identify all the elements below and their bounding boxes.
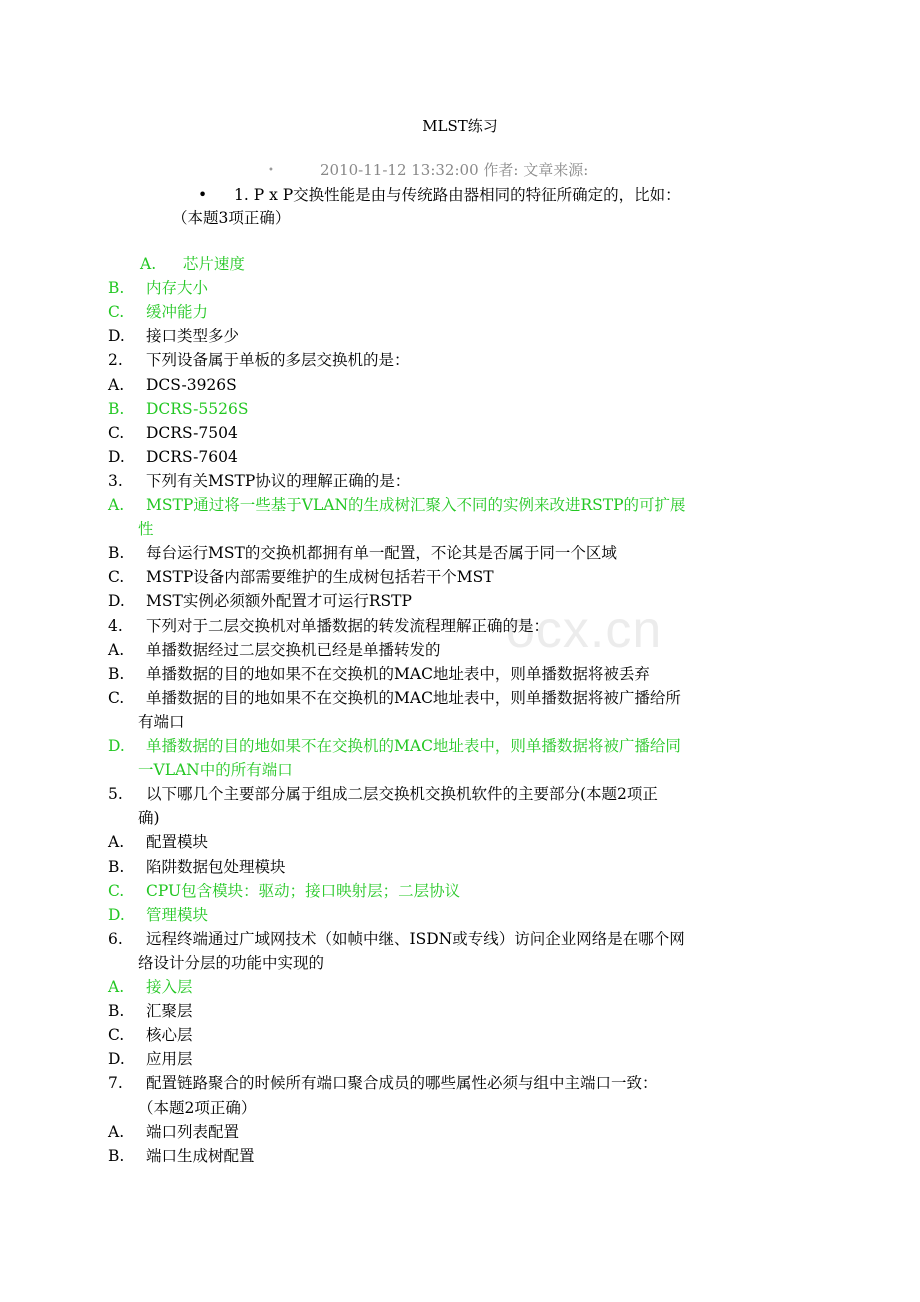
item-text: MSTP通过将一些基于VLAN的生成树汇聚入不同的实例来改进RSTP的可扩展 xyxy=(146,496,686,514)
list-item xyxy=(108,1024,808,1046)
item-label: B. xyxy=(108,1146,125,1165)
item-label: C. xyxy=(108,688,125,707)
list-item xyxy=(108,301,808,323)
item-label: 6. xyxy=(108,929,123,948)
item-text: 以下哪几个主要部分属于组成二层交换机交换机软件的主要部分(本题2项正 xyxy=(146,785,658,804)
list-item xyxy=(108,831,808,853)
list-item xyxy=(108,687,808,709)
question-1-text: 1. P x P交换性能是由与传统路由器相同的特征所确定的，比如： xyxy=(234,186,681,204)
meta-text: 2010-11-12 13:32:00 作者: 文章来源: xyxy=(320,161,589,179)
list-item xyxy=(108,422,808,444)
list-item xyxy=(108,325,808,347)
item-label: A. xyxy=(108,833,125,852)
item-label: C. xyxy=(108,568,125,587)
item-text: 缓冲能力 xyxy=(146,303,209,322)
item-text: 核心层 xyxy=(146,1026,193,1045)
bullet-icon: • xyxy=(268,165,274,176)
item-label: 4. xyxy=(108,616,123,635)
item-text: 管理模块 xyxy=(146,905,209,924)
list-item xyxy=(108,1145,808,1167)
item-text: 下列有关MSTP协议的理解正确的是： xyxy=(146,471,411,490)
list-item xyxy=(108,374,808,396)
post-meta xyxy=(268,160,588,181)
list-item xyxy=(108,1000,808,1022)
item-text: 配置模块 xyxy=(146,833,209,852)
list-item xyxy=(108,277,808,299)
item-label: A. xyxy=(108,978,125,996)
question-1-note: （本题3项正确） xyxy=(172,209,291,227)
list-item xyxy=(108,398,808,420)
item-text: 单播数据的目的地如果不在交换机的MAC地址表中，则单播数据将被丢弃 xyxy=(146,664,650,683)
item-text: 端口列表配置 xyxy=(146,1122,240,1141)
list-item-continuation xyxy=(108,759,808,781)
item-text: DCRS-7604 xyxy=(146,447,238,466)
list-item xyxy=(108,470,808,492)
item-label: A. xyxy=(108,496,125,514)
item-text: 配置链路聚合的时候所有端口聚合成员的哪些属性必须与组中主端口一致： xyxy=(146,1074,658,1093)
item-text: 汇聚层 xyxy=(146,1002,193,1021)
item-text: 远程终端通过广域网技术（如帧中继、ISDN或专线）访问企业网络是在哪个网 xyxy=(146,929,685,948)
item-label: D. xyxy=(108,327,125,346)
item-label: B. xyxy=(108,664,125,683)
item-label: 5. xyxy=(108,785,123,804)
list-item-continuation xyxy=(108,807,808,829)
list-item xyxy=(108,735,808,757)
item-text: CPU包含模块：驱动；接口映射层；二层协议 xyxy=(146,881,461,900)
list-item xyxy=(140,253,840,275)
item-text: DCRS-7504 xyxy=(146,423,238,442)
list-item xyxy=(108,856,808,878)
item-label: A. xyxy=(108,640,125,659)
list-item xyxy=(108,976,808,998)
item-text: 接口类型多少 xyxy=(146,327,240,346)
item-text: 单播数据经过二层交换机已经是单播转发的 xyxy=(146,640,441,659)
item-text: DCRS-5526S xyxy=(146,399,249,418)
item-label: D. xyxy=(108,905,125,924)
item-label: 2. xyxy=(108,351,123,370)
list-item xyxy=(108,542,808,564)
item-text: 确) xyxy=(138,809,160,828)
list-item xyxy=(108,494,808,516)
list-item-continuation xyxy=(108,518,808,540)
item-text: 应用层 xyxy=(146,1050,193,1069)
item-text: MST实例必须额外配置才可运行RSTP xyxy=(146,592,412,611)
list-item xyxy=(108,1121,808,1143)
item-label: B. xyxy=(108,544,125,563)
list-item xyxy=(108,928,808,950)
list-item xyxy=(108,446,808,468)
list-item xyxy=(108,566,808,588)
item-label: C. xyxy=(108,1026,125,1045)
item-label: B. xyxy=(108,857,125,876)
item-text: MSTP设备内部需要维护的生成树包括若干个MST xyxy=(146,568,494,587)
page-title: MLST练习 xyxy=(422,117,498,135)
item-label: C. xyxy=(108,303,125,322)
list-item xyxy=(108,783,808,805)
list-item xyxy=(108,1048,808,1070)
list-item xyxy=(108,639,808,661)
item-text: DCS-3926S xyxy=(146,375,237,394)
item-label: A. xyxy=(140,255,157,273)
item-text: 有端口 xyxy=(138,712,185,731)
item-label: D. xyxy=(108,447,125,466)
item-text: 下列设备属于单板的多层交换机的是： xyxy=(146,351,410,370)
item-label: B. xyxy=(108,1002,125,1021)
item-text: 接入层 xyxy=(146,978,193,996)
watermark: ocx.cn xyxy=(506,601,663,659)
item-text: 性 xyxy=(138,520,154,539)
item-label: A. xyxy=(108,375,125,394)
item-text: （本题2项正确） xyxy=(138,1098,257,1117)
item-label: D. xyxy=(108,737,125,755)
item-label: A. xyxy=(108,1122,125,1141)
list-item-continuation xyxy=(108,711,808,733)
list-item xyxy=(108,904,808,926)
item-label: 3. xyxy=(108,471,123,490)
list-item xyxy=(108,663,808,685)
item-text: 每台运行MST的交换机都拥有单一配置，不论其是否属于同一个区域 xyxy=(146,544,617,563)
item-label: C. xyxy=(108,423,125,442)
item-text: 下列对于二层交换机对单播数据的转发流程理解正确的是： xyxy=(146,616,550,635)
item-text: 陷阱数据包处理模块 xyxy=(146,857,286,876)
item-text: 络设计分层的功能中实现的 xyxy=(138,953,325,972)
list-item-continuation xyxy=(108,952,808,974)
list-item xyxy=(108,349,808,371)
item-text: 端口生成树配置 xyxy=(146,1146,255,1165)
item-label: B. xyxy=(108,279,125,298)
bullet-icon: • xyxy=(198,186,208,204)
list-item xyxy=(108,1072,808,1094)
item-label: D. xyxy=(108,592,125,611)
question-1 xyxy=(198,184,681,206)
item-label: B. xyxy=(108,399,125,418)
item-label: 7. xyxy=(108,1074,123,1093)
list-item xyxy=(108,880,808,902)
list-item xyxy=(108,615,808,637)
list-item xyxy=(108,590,808,612)
item-label: D. xyxy=(108,1050,125,1069)
item-label: C. xyxy=(108,881,125,900)
item-text: 芯片速度 xyxy=(178,255,245,273)
item-text: 一VLAN中的所有端口 xyxy=(138,761,293,780)
item-text: 单播数据的目的地如果不在交换机的MAC地址表中，则单播数据将被广播给所 xyxy=(146,688,681,707)
item-text: 内存大小 xyxy=(146,279,209,298)
item-text: 单播数据的目的地如果不在交换机的MAC地址表中，则单播数据将被广播给同 xyxy=(146,737,681,755)
list-item-continuation xyxy=(108,1097,808,1119)
